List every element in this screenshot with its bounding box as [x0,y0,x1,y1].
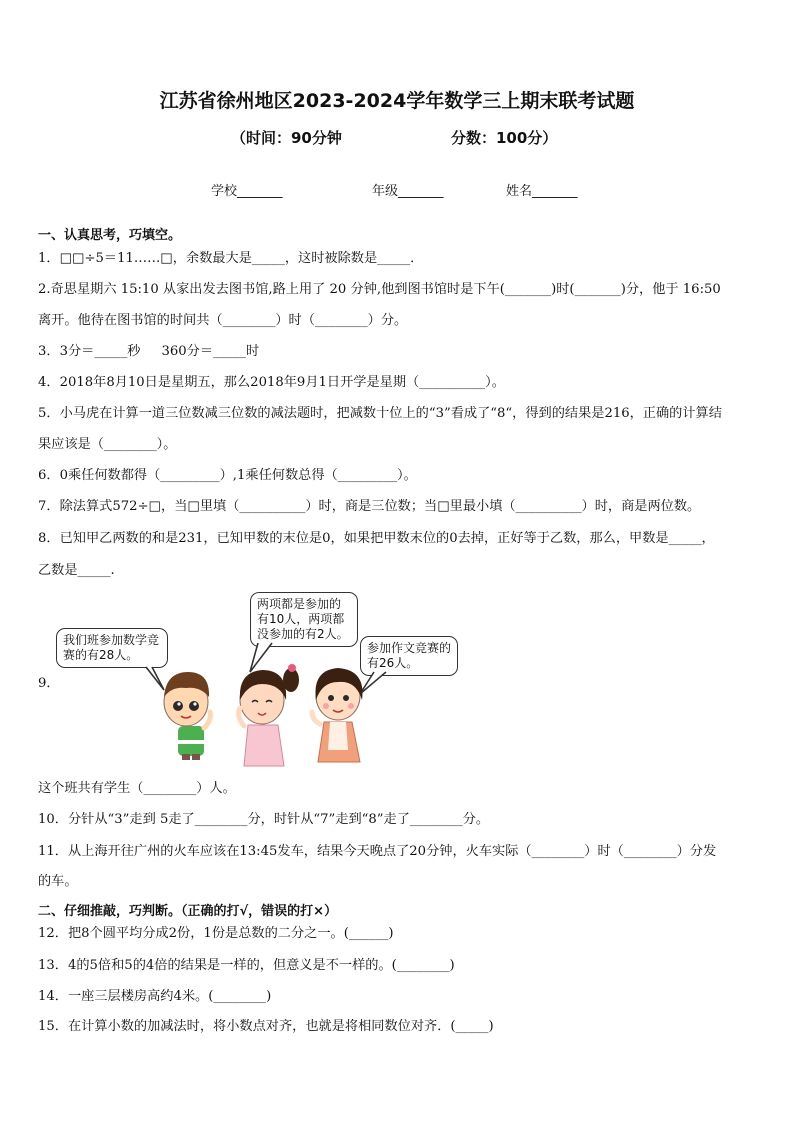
question-12: 12．把8个圆平均分成2份，1份是总数的二分之一。(______) [38,926,394,941]
question-1: 1．□□÷5＝11……□，余数最大是_____，这时被除数是_____． [38,251,424,266]
question-2-line1: 2.奇思星期六 15:10 从家出发去图书馆,路上用了 20 分钟,他到图书馆时是下午(_______)时(_______)分，他于 16:50 [38,282,721,297]
question-5-line2: 果应该是（________）。 [38,437,177,452]
question-5-line1: 5．小马虎在计算一道三位数减三位数的减法题时，把减数十位上的“3”看成了“8“，得到的结果是216，正确的计算结 [38,406,722,421]
section-heading-1: 一、认真思考，巧填空。 [38,228,182,243]
school-field: 学校_______ [211,184,283,199]
question-3: 3．3分＝_____秒 360分＝_____时 [38,344,260,359]
exam-score: 分数：100分） [451,129,558,147]
question-9-answer: 这个班共有学生（________）人。 [38,781,236,796]
speech-bubble-writing: 参加作文竞赛的有26人。 [360,636,458,676]
question-6: 6．0乘任何数都得（_________）,1乘任何数总得（_________）。 [38,468,417,483]
question-9-number: 9． [38,676,60,691]
bubble-tail-2 [250,643,272,672]
question-14: 14．一座三层楼房高约4米。(________) [38,989,272,1004]
question-13: 13．4的5倍和5的4倍的结果是一样的，但意义是不一样的。(________) [38,958,455,973]
question-2-line2: 离开。他待在图书馆的时间共（________）时（________）分。 [38,313,408,328]
question-8-line1: 8．已知甲乙两数的和是231，已知甲数的末位是0，如果把甲数末位的0去掉，正好等于乙数，那么，甲数是_____， [38,531,715,546]
speech-bubble-both: 两项都是参加的有10人，两项都没参加的有2人。 [250,592,358,647]
name-field: 姓名_______ [506,184,578,199]
bubble-tail-1 [146,667,164,690]
page-title: 江苏省徐州地区2023-2024学年数学三上期末联考试题 [159,90,635,112]
question-7: 7．除法算式572÷□，当□里填（__________）时，商是三位数；当□里最小填（__________）时，商是两位数。 [38,499,701,514]
question-8-line2: 乙数是_____. [38,563,115,578]
question-15: 15．在计算小数的加减法时，将小数点对齐，也就是将相同数位对齐．(_____) [38,1019,494,1034]
question-10: 10．分针从“3”走到 5走了________分，时针从“7”走到“8”走了________分。 [38,812,490,827]
question-11-line1: 11．从上海开往广州的火车应该在13:45发车，结果今天晚点了20分钟，火车实际（________）时（________）分发 [38,844,717,859]
bubble-tail-3 [360,672,386,694]
boy-character [164,672,210,760]
grade-field: 年级_______ [372,184,444,199]
girl-character-1 [239,664,299,766]
speech-bubble-math: 我们班参加数学竞赛的有28人。 [56,628,168,668]
section-heading-2: 二、仔细推敲，巧判断。（正确的打√，错误的打×） [38,904,338,919]
exam-time: （时间：90分钟 [231,129,342,147]
question-11-line2: 的车。 [38,874,78,889]
girl-character-2 [312,668,363,762]
question-4: 4．2018年8月10日是星期五，那么2018年9月1日开学是星期（__________）。 [38,375,505,390]
